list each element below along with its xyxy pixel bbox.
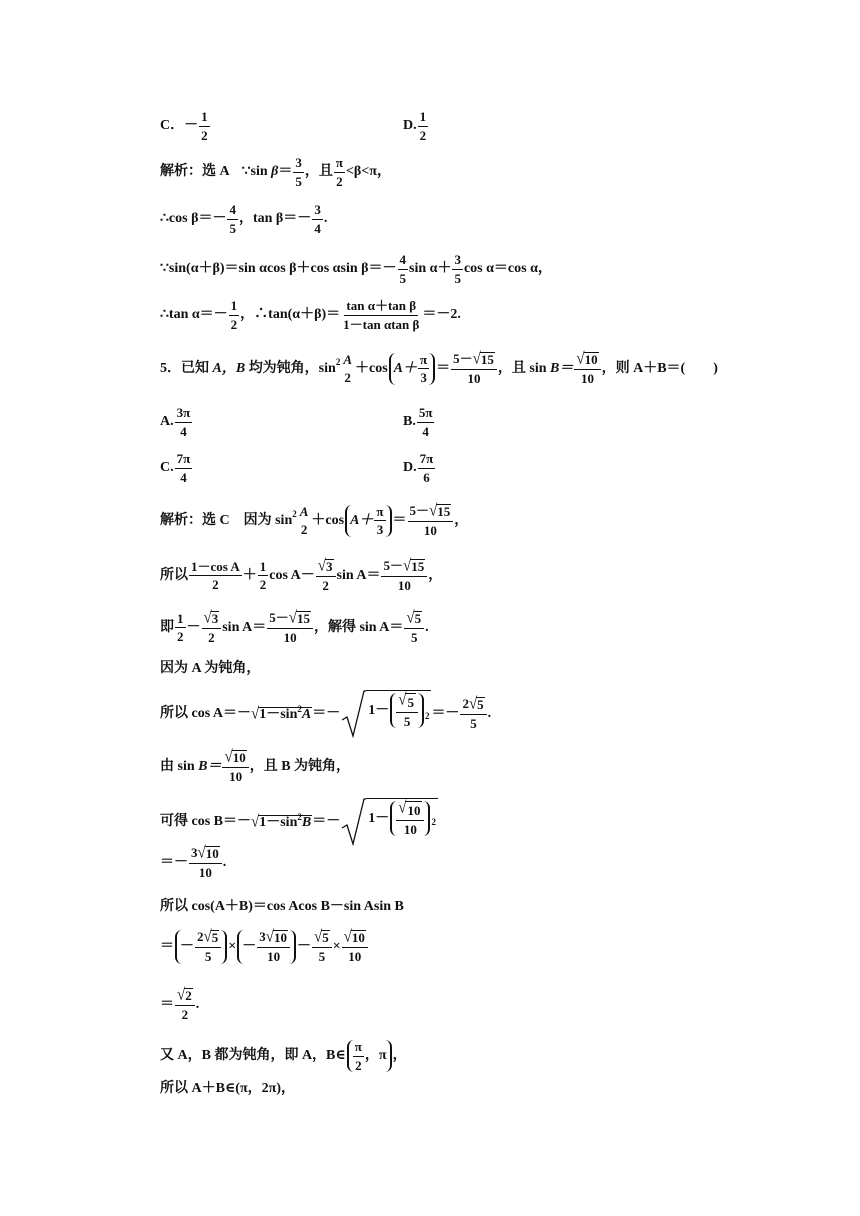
fraction: 2 √ 5 5 — [195, 930, 221, 964]
superscript: 2 — [431, 817, 436, 828]
var: A — [301, 706, 312, 722]
sqrt: √ 10 — [398, 799, 421, 818]
var: A，B — [212, 360, 246, 376]
text: ＝－ — [160, 854, 188, 870]
fraction: $\frac{1}{2}$ — [177, 610, 184, 645]
text: 所以 A＋B∈(π，2π)， — [160, 1081, 295, 1096]
text: ＋ — [242, 567, 257, 583]
q4-solution-line-3 — [160, 253, 552, 285]
fraction: $\frac{7\pi}{4}$ — [176, 451, 191, 485]
text: β＝－ — [275, 211, 312, 227]
solution-prefix: 解析：选 A — [160, 164, 230, 180]
text: ＝ — [278, 164, 293, 180]
text: cos α＝cos α， — [463, 261, 552, 277]
text: 5－ — [409, 503, 430, 518]
text: sin α＋ — [409, 261, 452, 277]
text: <β<π， — [345, 164, 391, 180]
option-label: D. — [403, 460, 417, 476]
text: . — [195, 996, 200, 1012]
text: × — [332, 938, 341, 954]
sqrt: √ 2 — [177, 986, 192, 1004]
fraction: 2 √ 5 5 — [460, 697, 486, 731]
text: ＝－ — [431, 706, 460, 721]
option-label: B. — [403, 414, 416, 430]
q5-solution-line-1 — [160, 504, 468, 538]
sqrt: √ 15 — [429, 502, 451, 520]
superscript: 2 — [292, 509, 297, 520]
text: 均为钝角，sin — [248, 360, 336, 376]
q5-solution-line-3 — [160, 611, 429, 645]
fraction: √ 5 5 — [404, 611, 424, 645]
text: 3 — [259, 929, 266, 944]
fraction: $\frac{3}{5}$ — [454, 252, 461, 286]
q4-solution-line-2 — [160, 203, 327, 235]
q5-solution-line-11 — [160, 988, 199, 1022]
text: 5－ — [383, 558, 403, 573]
fraction: $\frac{5\pi}{4}$ — [418, 405, 433, 439]
fraction: 5－ √ 15 10 — [451, 352, 497, 386]
parenthesis — [389, 353, 435, 385]
fraction: 3 √ 10 10 — [189, 846, 222, 880]
parenthesis — [390, 801, 430, 836]
text: ＝ — [160, 996, 174, 1012]
text: ∵sin(α＋β)＝sin αcos β＋cos αsin β＝－ — [160, 261, 397, 277]
text: A＋ — [350, 512, 374, 528]
fraction: √ 3 2 — [202, 611, 222, 645]
option-c-sign: － — [184, 118, 199, 134]
parenthesis — [390, 693, 424, 728]
text: 所以 cos A＝－ — [160, 706, 251, 721]
sqrt: √ 5 — [406, 609, 422, 627]
text: ∴cos — [160, 211, 188, 227]
option-label: C. — [160, 460, 174, 476]
text: ，∴tan(α＋β)＝ — [240, 307, 341, 323]
text: ， — [428, 567, 443, 583]
text: 又 A，B 都为钝角，即 A，B∈ — [160, 1048, 346, 1064]
text: ，则 A＋B＝( ) — [601, 360, 718, 376]
text: 即 — [160, 619, 174, 635]
text: ，π — [364, 1048, 387, 1064]
text: － — [186, 619, 201, 635]
q5-option-d — [403, 452, 436, 484]
fraction: $\frac{\text{tan α＋tan β}}{\text{1－tan αtan β}}$ — [343, 298, 420, 332]
text: ＝－ — [312, 706, 341, 721]
text: 1－ — [368, 702, 390, 718]
sqrt: √ 10 — [265, 928, 287, 946]
var: B＝ — [550, 360, 574, 376]
sqrt: √ $1-\sin^2A$ — [251, 703, 312, 723]
text: ， — [392, 1048, 407, 1064]
sqrt: √ 5 — [313, 928, 329, 946]
text: 因为 A 为钝角， — [160, 661, 261, 676]
text: ，tan — [238, 211, 273, 227]
text: ＝ — [436, 360, 451, 376]
text: sin A＝ — [222, 619, 267, 635]
text: － — [180, 938, 194, 954]
fraction: √ 2 2 — [175, 988, 195, 1022]
fraction: $\frac{7\pi}{6}$ — [419, 451, 434, 485]
sqrt: √ 5 — [398, 691, 414, 710]
q5-solution-line-12 — [160, 1040, 407, 1072]
q5-option-b — [403, 406, 435, 438]
sqrt: √ $1-\sin^2B$ — [251, 811, 312, 831]
radical-sign-icon — [340, 798, 366, 846]
text: . — [323, 211, 328, 227]
sqrt: √ 10 — [197, 844, 219, 862]
radical-sign-icon — [340, 690, 366, 738]
fraction: √ 5 5 — [396, 693, 418, 728]
text: ∵sin — [241, 164, 268, 180]
q5-solution-line-9 — [160, 900, 404, 914]
fraction: $\frac{\pi}{3}$ — [420, 351, 428, 386]
option-d-fraction: $\frac{1}{2}$ — [419, 109, 427, 143]
sqrt: √ 10 — [576, 350, 598, 368]
fraction: $\frac{\pi}{2}$ — [354, 1039, 362, 1073]
sqrt: √ 5 — [203, 928, 219, 946]
text: sin A＝ — [336, 567, 381, 583]
fraction: $\frac{3}{5}$ — [295, 155, 302, 189]
text: . — [222, 854, 227, 870]
q4-option-d — [403, 110, 429, 142]
fraction: 3 √ 10 10 — [257, 930, 290, 964]
fraction: 5－ √ 15 10 — [267, 611, 313, 645]
sqrt: √ 10 — [343, 928, 365, 946]
text: 所以 cos(A＋B)＝cos Acos B－sin Asin B — [160, 899, 404, 914]
fraction: 5－ √ 15 10 — [408, 504, 454, 538]
fraction: 5－ √ 15 10 — [381, 559, 427, 593]
q4-option-c — [160, 110, 211, 142]
fraction: √ 10 10 — [222, 750, 248, 784]
fraction: √ 5 5 — [312, 930, 332, 964]
text: ，且 — [304, 164, 333, 180]
question-number: 5．已知 — [160, 360, 209, 376]
superscript: 2 — [335, 357, 341, 368]
q5-solution-line-2 — [160, 559, 442, 593]
superscript: 2 — [424, 711, 430, 722]
parenthesis — [347, 1040, 392, 1072]
text: . — [425, 619, 429, 635]
text: 解析：选 C 因为 sin — [160, 512, 293, 528]
parenthesis — [345, 505, 391, 537]
fraction: √ 10 10 — [396, 801, 424, 836]
var: β — [271, 164, 279, 180]
text: 1－ — [368, 810, 390, 826]
option-label: A. — [160, 414, 174, 430]
text: ＋cos — [354, 360, 388, 376]
q5-solution-line-10 — [160, 930, 369, 964]
fraction: A 2 — [343, 352, 352, 385]
text: 1－sin — [259, 814, 298, 830]
text: . — [487, 706, 492, 721]
text: 所以 — [160, 567, 188, 583]
text: ＝－ — [312, 814, 341, 829]
text: ∴tan α＝－ — [160, 307, 228, 323]
q5-solution-line-5 — [160, 690, 491, 738]
text: ，且 sin — [497, 360, 547, 376]
fraction: √ 3 2 — [316, 559, 336, 593]
fraction: $\frac{1}{2}$ — [230, 298, 238, 332]
fraction: $\frac{3\pi}{4}$ — [176, 405, 191, 439]
text: cos A－ — [269, 567, 315, 583]
var: B＝ — [198, 758, 222, 774]
text: － — [296, 938, 311, 954]
fraction: A 2 — [299, 504, 309, 537]
q5-solution-line-7 — [160, 798, 438, 846]
q5-solution-line-4 — [160, 662, 260, 676]
fraction: $\frac{4}{5}$ — [229, 202, 236, 236]
q5-option-a — [160, 406, 193, 438]
q4-solution-line-4 — [160, 299, 461, 331]
sqrt: √ 15 — [472, 350, 494, 368]
fraction: $\frac{\pi}{3}$ — [376, 503, 384, 538]
text: ，且 B 为钝角， — [249, 758, 351, 774]
fraction: $\frac{\text{1－cos A}}{2}$ — [191, 558, 240, 593]
option-d-label: D. — [403, 118, 417, 134]
sqrt: √ 3 — [203, 609, 219, 627]
sqrt: √ 10 — [224, 748, 246, 766]
q5-solution-line-6 — [160, 750, 350, 784]
fraction: √ 10 10 — [574, 352, 600, 386]
parenthesis — [175, 930, 227, 964]
big-sqrt — [340, 690, 431, 738]
text: β＝－ — [191, 211, 227, 227]
text: ＝ — [392, 512, 407, 528]
text: ＝ — [160, 938, 174, 954]
var: B — [301, 814, 312, 830]
fraction: $\frac{1}{2}$ — [259, 558, 267, 593]
big-sqrt — [340, 798, 438, 846]
q4-solution-line-1 — [160, 156, 391, 188]
text: 由 sin — [160, 758, 195, 774]
text: ＝－2. — [422, 307, 461, 323]
sqrt: √ 15 — [402, 557, 425, 575]
fraction: √ 10 10 — [342, 930, 368, 964]
superscript: 2 — [297, 703, 302, 714]
text: 2 — [462, 696, 469, 712]
parenthesis — [237, 930, 296, 964]
fraction: $\frac{\pi}{2}$ — [335, 155, 343, 189]
text: 可得 cos B＝－ — [160, 814, 251, 829]
text: × — [228, 938, 237, 954]
superscript: 2 — [297, 811, 302, 822]
sqrt: √ 15 — [288, 609, 310, 627]
option-c-label: C． — [160, 118, 185, 134]
q5-stem — [160, 352, 718, 386]
text: － — [242, 938, 257, 954]
text: ，解得 sin A＝ — [313, 619, 404, 635]
text: 5－ — [269, 610, 289, 625]
q5-solution-line-13 — [160, 1082, 295, 1096]
text: 1－sin — [259, 706, 298, 722]
option-c-fraction: $\frac{1}{2}$ — [201, 109, 208, 143]
text: 5－ — [453, 351, 473, 366]
q5-solution-line-8 — [160, 846, 226, 880]
q5-option-c — [160, 452, 193, 484]
text: A＋ — [393, 360, 417, 376]
sqrt: √ 3 — [317, 557, 333, 575]
text: 3 — [191, 845, 198, 860]
text: 2 — [197, 929, 204, 944]
sqrt: √ 5 — [468, 695, 484, 713]
text: ， — [454, 512, 469, 528]
fraction: $\frac{4}{5}$ — [399, 252, 406, 286]
text: ＋cos — [311, 512, 345, 528]
fraction: $\frac{3}{4}$ — [314, 202, 321, 236]
